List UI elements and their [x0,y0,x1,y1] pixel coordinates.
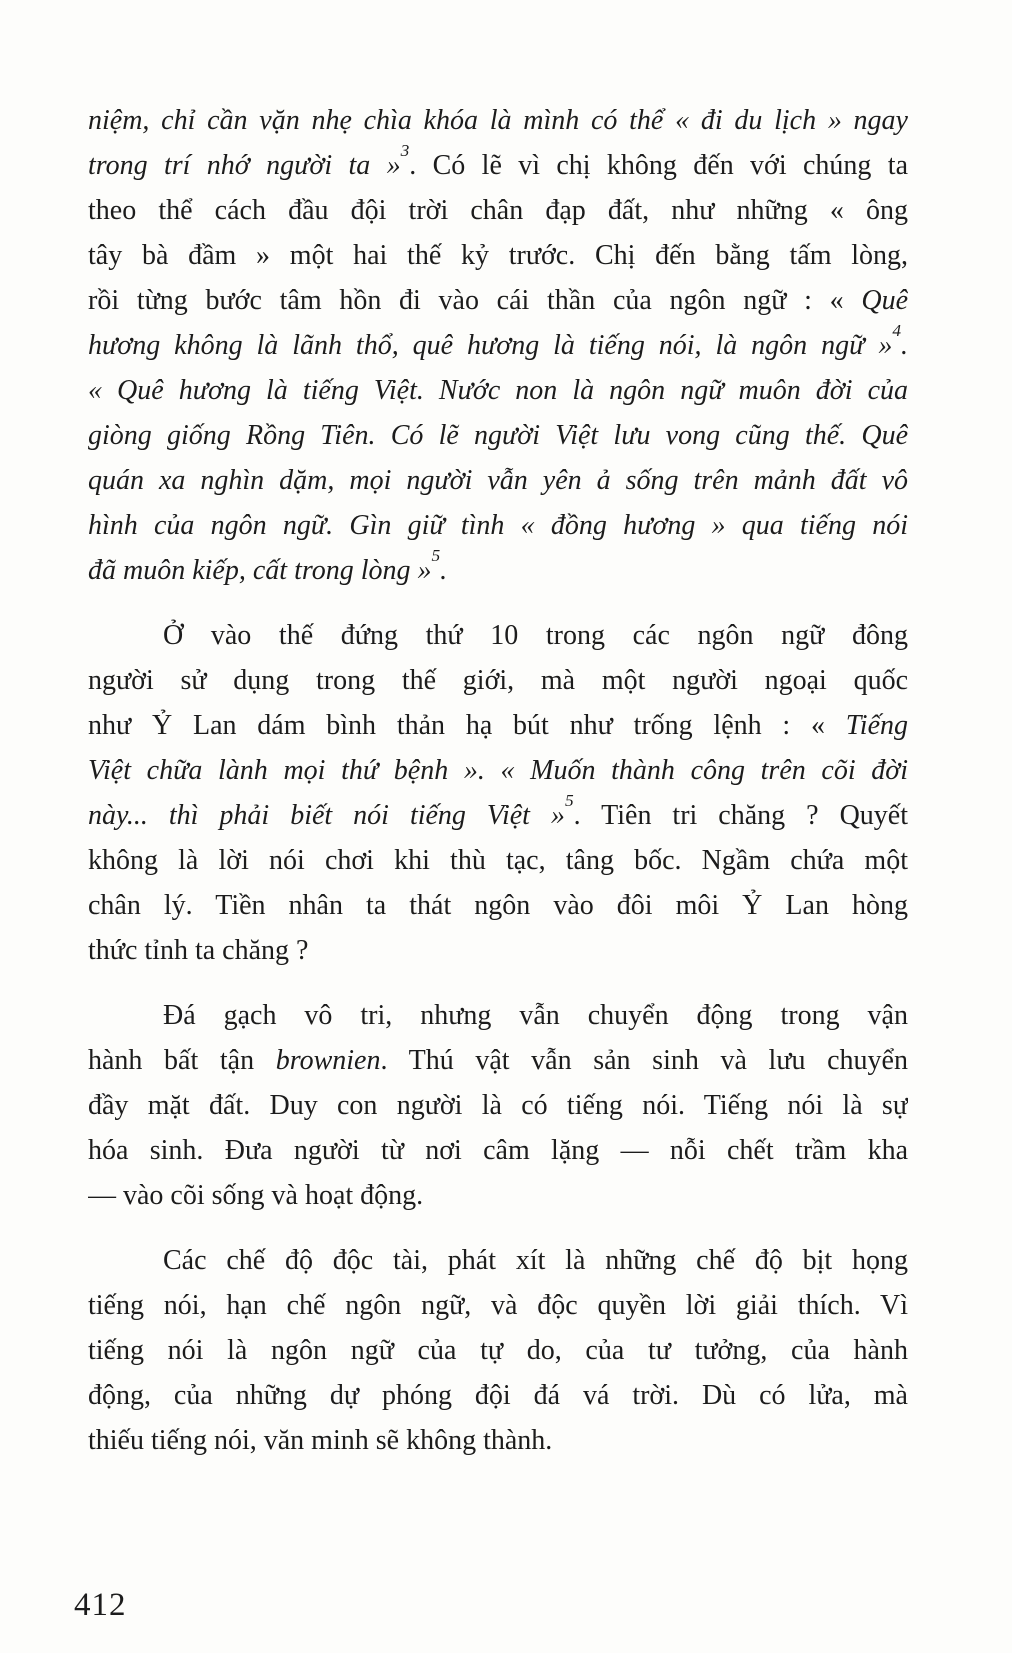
text-line [88,548,908,593]
text-line [88,458,908,503]
text-segment: quán xa nghìn dặm, mọi người vẫn yên ả sống trên mảnh đất vô [88,465,908,496]
text-segment: . [901,330,908,361]
text-line [88,748,908,793]
text-line [88,1328,908,1373]
text-segment: thức tỉnh ta chăng ? [88,935,309,966]
text-line [88,993,908,1038]
text-segment: rồi từng bước tâm hồn đi vào cái thần của ngôn ngữ : « [88,285,862,316]
text-segment: hình của ngôn ngữ. Gìn giữ tình « đồng hương » qua tiếng nói [88,510,908,541]
text-line [88,188,908,233]
text-segment: . Tiên tri chăng ? Quyết [573,800,908,831]
text-line [88,413,908,458]
paragraph [88,98,908,593]
text-line [88,503,908,548]
text-segment: tây bà đầm » một hai thế kỷ trước. Chị đến bằng tấm lòng, [88,240,908,271]
text-segment: hóa sinh. Đưa người từ nơi câm lặng — nỗi chết trầm kha [88,1135,908,1166]
text-segment: đầy mặt đất. Duy con người là có tiếng nói. Tiếng nói là sự [88,1090,908,1121]
paragraph [88,613,908,973]
paragraph [88,1238,908,1463]
text-line [88,1128,908,1173]
footnote-ref: 5 [431,548,441,565]
text-segment: Ở vào thế đứng thứ 10 trong các ngôn ngữ đông [163,620,908,651]
text-segment: đã muôn kiếp, cất trong lòng » [88,555,432,586]
text-segment: Đá gạch vô tri, nhưng vẫn chuyển động trong vận [163,1000,908,1031]
text-segment: giòng giống Rồng Tiên. Có lẽ người Việt lưu vong cũng thế. Quê [88,420,908,451]
text-line [88,233,908,278]
text-line [88,1083,908,1128]
text-segment: Quê [861,285,908,316]
text-segment: . Có lẽ vì chị không đến với chúng ta [409,150,908,181]
text-segment: trong trí nhớ người ta » [88,150,401,181]
text-line [88,658,908,703]
text-segment: niệm, chỉ cần vặn nhẹ chìa khóa là mình có thể « đi du lịch » ngay [88,105,908,136]
text-segment: tiếng nói là ngôn ngữ của tự do, của tư tưởng, của hành [88,1335,908,1366]
text-line [88,793,908,838]
text-line [88,883,908,928]
text-segment: người sử dụng trong thế giới, mà một người ngoại quốc [88,665,908,696]
text-segment: tiếng nói, hạn chế ngôn ngữ, và độc quyền lời giải thích. Vì [88,1290,908,1321]
text-segment: không là lời nói chơi khi thù tạc, tâng bốc. Ngầm chứa một [88,845,908,876]
text-segment: hành bất tận [88,1045,276,1076]
text-segment: này... thì phải biết nói tiếng Việt » [88,800,565,831]
paragraph [88,993,908,1218]
text-segment: Việt chữa lành mọi thứ bệnh ». « Muốn thành công trên cõi đời [88,755,908,786]
text-segment: . Thú vật vẫn sản sinh và lưu chuyển [380,1045,908,1076]
text-line [88,838,908,883]
text-segment: brownien [275,1045,381,1076]
text-line [88,98,908,143]
text-segment: Tiếng [845,710,908,741]
text-segment: động, của những dự phóng đội đá vá trời. Dù có lửa, mà [88,1380,908,1411]
text-segment: Các chế độ độc tài, phát xít là những chế độ bịt họng [163,1245,908,1276]
text-line [88,1173,908,1218]
text-segment: — vào cõi sống và hoạt động. [88,1180,424,1211]
page-number: 412 [74,1587,127,1623]
text-line [88,1038,908,1083]
text-line [88,703,908,748]
text-segment: theo thể cách đầu đội trời chân đạp đất, như những « ông [88,195,908,226]
text-segment: thiếu tiếng nói, văn minh sẽ không thành. [88,1425,553,1456]
text-line [88,143,908,188]
text-segment: . [440,555,448,586]
text-segment: chân lý. Tiền nhân ta thát ngôn vào đôi môi Ỷ Lan hòng [88,890,908,921]
text-line [88,613,908,658]
text-line [88,1238,908,1283]
text-line [88,928,908,973]
footnote-ref: 5 [564,793,574,810]
text-line [88,278,908,323]
footnote-ref: 4 [892,323,901,340]
text-line [88,1418,908,1463]
footnote-ref: 3 [400,143,410,160]
text-block [88,98,908,1463]
text-line [88,323,908,368]
text-segment: như Ỷ Lan dám bình thản hạ bút như trống lệnh : « [88,710,846,741]
text-line [88,368,908,413]
text-line [88,1283,908,1328]
text-segment: « Quê hương là tiếng Việt. Nước non là ngôn ngữ muôn đời của [88,375,908,406]
text-segment: hương không là lãnh thổ, quê hương là tiếng nói, là ngôn ngữ » [88,330,893,361]
text-line [88,1373,908,1418]
